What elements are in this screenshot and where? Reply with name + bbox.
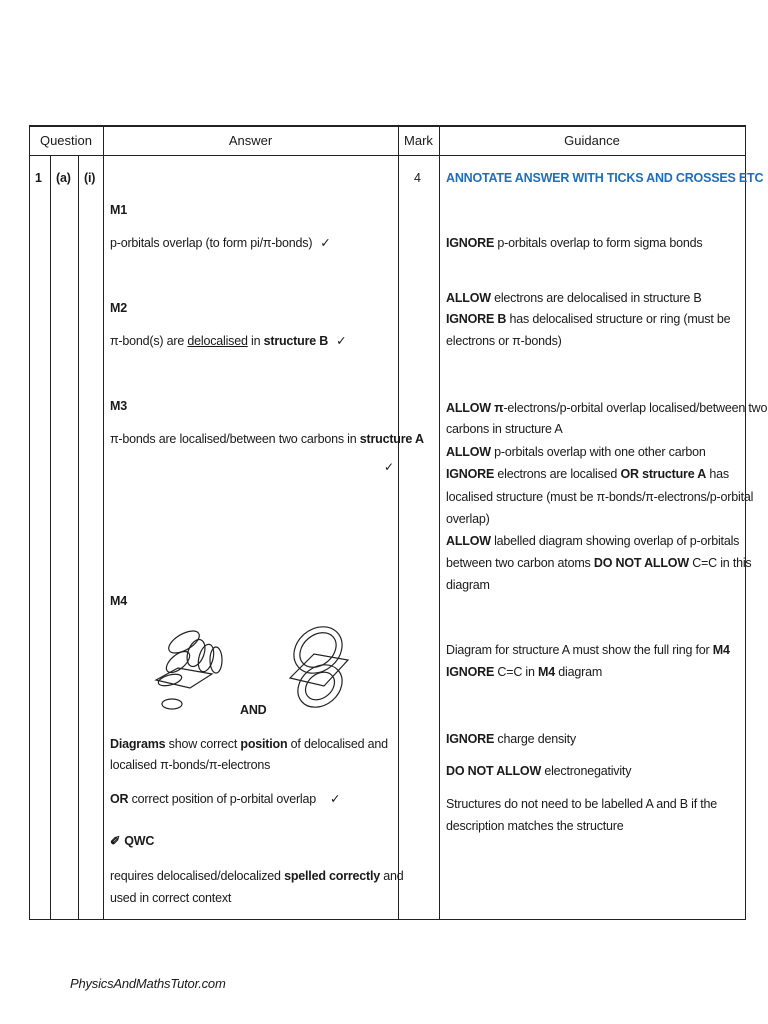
m3-text: π-bonds are localised/between two carbons in structure A bbox=[110, 432, 424, 446]
guidance-ignore-cc: IGNORE C=C in M4 diagram bbox=[446, 665, 603, 679]
guidance-structure-labels-line2: description matches the structure bbox=[446, 819, 624, 833]
guidance-ignore-localised: IGNORE electrons are localised OR structure A has bbox=[446, 467, 729, 481]
qwc-label: ✐ QWC bbox=[110, 834, 155, 848]
m1-label: M1 bbox=[110, 203, 127, 217]
and-label: AND bbox=[240, 703, 267, 717]
guidance-ignore-localised-line2: localised structure (must be π-bonds/π-electrons/p-orbital bbox=[446, 490, 754, 504]
table-bottom-border bbox=[29, 919, 746, 920]
tick-mark: ✓ bbox=[384, 460, 395, 474]
table-left-border bbox=[29, 125, 30, 920]
pencil-icon: ✐ bbox=[110, 834, 121, 848]
question-sub-divider-2 bbox=[78, 156, 79, 920]
guidance-allow-pi-electrons: ALLOW π-electrons/p-orbital overlap localised/between two bbox=[446, 401, 768, 415]
footer-site-name: PhysicsAndMathsTutor.com bbox=[70, 976, 226, 991]
question-subpart: (i) bbox=[84, 171, 96, 185]
guidance-disallow-electronegativity: DO NOT ALLOW electronegativity bbox=[446, 764, 632, 778]
m2-label: M2 bbox=[110, 301, 127, 315]
guidance-allow-one-carbon: ALLOW p-orbitals overlap with one other carbon bbox=[446, 445, 706, 459]
annotate-instruction: ANNOTATE ANSWER WITH TICKS AND CROSSES ETC bbox=[446, 171, 764, 185]
tick-mark: ✓ bbox=[330, 792, 341, 806]
guidance-ignore-charge-density: IGNORE charge density bbox=[446, 732, 576, 746]
guidance-ignore-b-line2: electrons or π-bonds) bbox=[446, 334, 562, 348]
guidance-full-ring: Diagram for structure A must show the full ring for M4 bbox=[446, 643, 730, 657]
localised-pi-bond-diagram bbox=[150, 620, 240, 715]
qwc-text-line2: used in correct context bbox=[110, 891, 232, 905]
guidance-structure-labels: Structures do not need to be labelled A and B if the bbox=[446, 797, 718, 811]
header-question: Question bbox=[39, 133, 93, 148]
m1-text: p-orbitals overlap (to form pi/π-bonds) ✓ bbox=[110, 236, 331, 250]
mark-guidance-divider bbox=[439, 125, 440, 920]
header-guidance: Guidance bbox=[564, 133, 620, 148]
header-mark: Mark bbox=[404, 133, 433, 148]
guidance-allow-delocalised: ALLOW electrons are delocalised in structure B bbox=[446, 291, 702, 305]
tick-mark: ✓ bbox=[320, 236, 331, 250]
diagrams-text-line2: localised π-bonds/π-electrons bbox=[110, 758, 271, 772]
question-answer-divider bbox=[103, 125, 104, 920]
header-answer: Answer bbox=[228, 133, 273, 148]
m3-label: M3 bbox=[110, 399, 127, 413]
question-part: (a) bbox=[56, 171, 71, 185]
m2-text: π-bond(s) are delocalised in structure B ✓ bbox=[110, 334, 347, 348]
guidance-allow-labelled-diagram-line3: diagram bbox=[446, 578, 490, 592]
delocalised-pi-ring-diagram bbox=[282, 622, 354, 714]
mark-value: 4 bbox=[414, 171, 421, 185]
question-sub-divider-1 bbox=[50, 156, 51, 920]
guidance-ignore-localised-line3: overlap) bbox=[446, 512, 490, 526]
guidance-ignore-sigma: IGNORE p-orbitals overlap to form sigma bonds bbox=[446, 236, 703, 250]
m4-label: M4 bbox=[110, 594, 127, 608]
guidance-allow-labelled-diagram-line2: between two carbon atoms DO NOT ALLOW C=C in this bbox=[446, 556, 752, 570]
or-text: OR correct position of p-orbital overlap ✓ bbox=[110, 792, 341, 806]
answer-mark-divider bbox=[398, 125, 399, 920]
diagrams-text-line1: Diagrams show correct position of delocalised and bbox=[110, 737, 388, 751]
table-right-border bbox=[745, 125, 746, 920]
tick-mark: ✓ bbox=[336, 334, 347, 348]
guidance-allow-labelled-diagram: ALLOW labelled diagram showing overlap of p-orbitals bbox=[446, 534, 740, 548]
question-number: 1 bbox=[35, 171, 42, 185]
guidance-ignore-b: IGNORE B has delocalised structure or ring (must be bbox=[446, 312, 731, 326]
qwc-text-line1: requires delocalised/delocalized spelled correctly and bbox=[110, 869, 404, 883]
guidance-allow-pi-electrons-line2: carbons in structure A bbox=[446, 422, 563, 436]
